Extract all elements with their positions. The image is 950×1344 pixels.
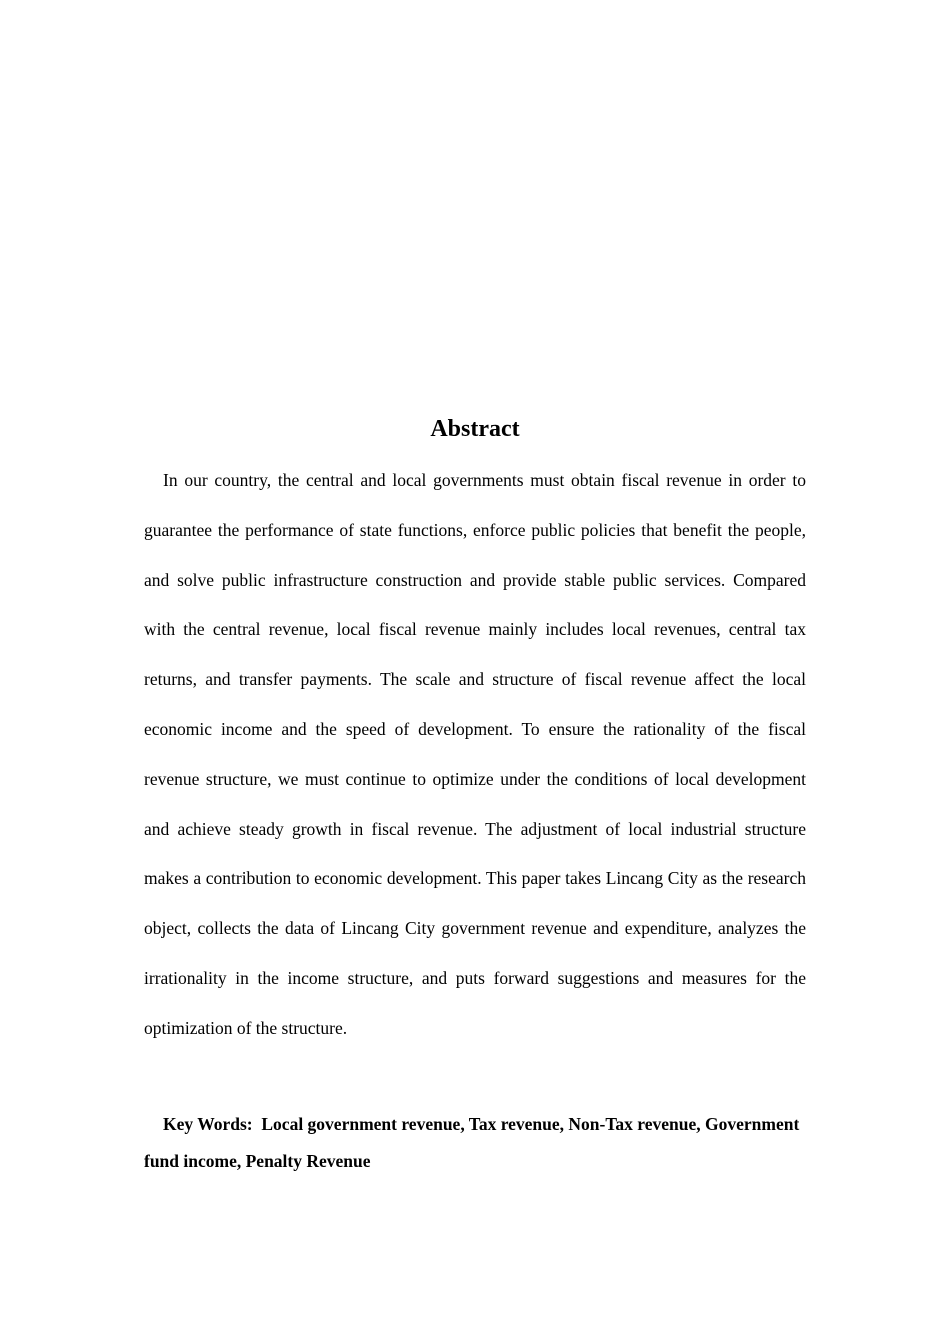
keywords-label: Key Words:: [163, 1114, 253, 1134]
keywords-paragraph: [144, 1106, 806, 1180]
abstract-body: In our country, the central and local governments must obtain fiscal revenue in order to guarantee the performance of state functions, enforce public policies that benefit the people, and solve public infrastructure construction and provide stable public services. Compared with the central revenue, local fiscal revenue mainly includes local revenues, central tax returns, and transfer payments. The scale and structure of fiscal revenue affect the local economic income and the speed of development. To ensure the rationality of the fiscal revenue structure, we must continue to optimize under the conditions of local development and achieve steady growth in fiscal revenue. The adjustment of local industrial structure makes a contribution to economic development. This paper takes Lincang City as the research object, collects the data of Lincang City government revenue and expenditure, analyzes the irrationality in the income structure, and puts forward suggestions and measures for the optimization of the structure.: [144, 470, 806, 1038]
abstract-title: Abstract: [430, 416, 520, 442]
keywords-list: Local government revenue, Tax revenue, Non-Tax revenue, Government fund income, Penalty Revenue: [144, 1114, 800, 1171]
